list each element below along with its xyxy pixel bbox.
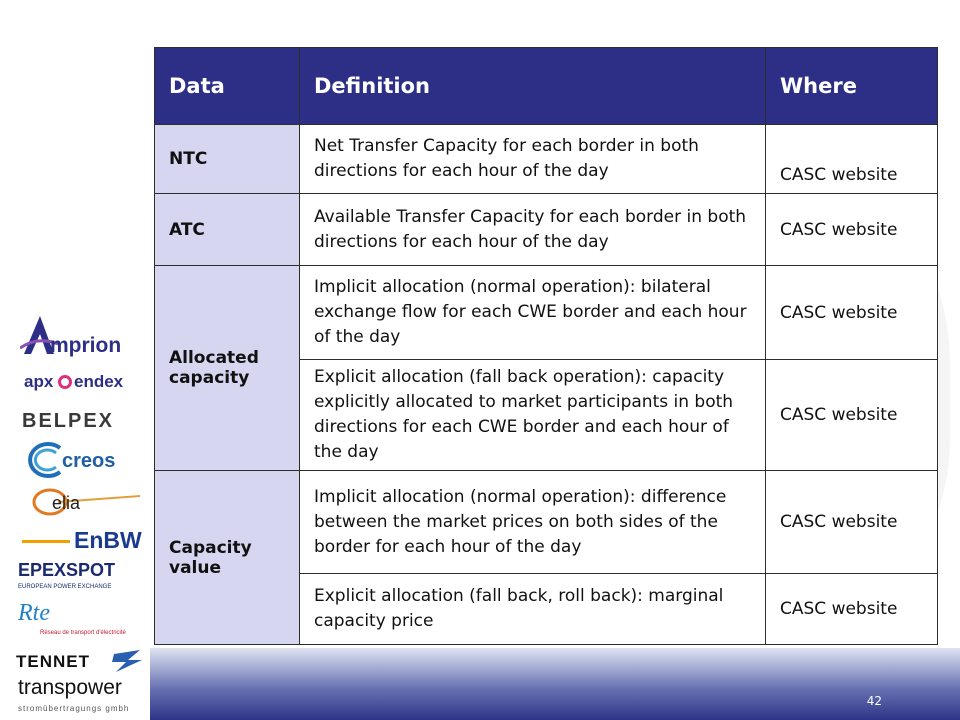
footer-band (150, 648, 960, 720)
header-where: Where (766, 48, 938, 125)
row-key: ATC (155, 194, 300, 266)
elia-logo: elia (14, 486, 144, 520)
row-definition: Net Transfer Capacity for each border in both directions for each hour of the day (300, 125, 766, 194)
row-definition: Explicit allocation (fall back, roll back): marginal capacity price (300, 574, 766, 645)
row-definition: Implicit allocation (normal operation): bilateral exchange flow for each CWE border and each hour of the day (300, 266, 766, 360)
data-table (154, 47, 938, 645)
row-key: Capacity value (155, 471, 300, 645)
epex-spot-logo: EPEXSPOT EUROPEAN POWER EXCHANGE (18, 560, 116, 590)
page-number: 42 (866, 694, 882, 708)
table-row (155, 471, 938, 574)
apx-ring-icon (58, 375, 72, 389)
tennet-logo: TENNET (14, 648, 144, 676)
table-header-row (155, 48, 938, 125)
belpex-logo: BELPEX (22, 410, 115, 432)
table-row (155, 194, 938, 266)
row-where: CASC website (766, 125, 938, 194)
rte-logo: Rte Réseau de transport d'électricité (18, 600, 126, 636)
table-row (155, 125, 938, 194)
header-definition: Definition (300, 48, 766, 125)
row-where: CASC website (766, 471, 938, 574)
row-where: CASC website (766, 194, 938, 266)
header-data: Data (155, 48, 300, 125)
row-where: CASC website (766, 360, 938, 471)
row-definition: Implicit allocation (normal operation): difference between the market prices on both sides of the border for each hour of the day (300, 471, 766, 574)
table-row (155, 266, 938, 360)
amprion-logo: mprion (14, 312, 144, 360)
row-where: CASC website (766, 266, 938, 360)
enbw-line-icon (22, 540, 70, 543)
row-where: CASC website (766, 574, 938, 645)
row-definition: Explicit allocation (fall back operation): capacity explicitly allocated to market participants in both directions for each CWE border and each hour of the day (300, 360, 766, 471)
apx-endex-logo: apx endex (24, 372, 124, 391)
row-definition: Available Transfer Capacity for each border in both directions for each hour of the day (300, 194, 766, 266)
creos-swirl-icon (20, 440, 64, 480)
enbw-logo: EnBW (14, 526, 144, 556)
row-key: NTC (155, 125, 300, 194)
creos-logo: creos (14, 440, 144, 480)
tennet-bolt-icon (110, 648, 144, 674)
transpower-logo: transpower stromübertragungs gmbh (18, 676, 130, 713)
row-key: Allocated capacity (155, 266, 300, 471)
elia-arc-icon (28, 486, 148, 520)
